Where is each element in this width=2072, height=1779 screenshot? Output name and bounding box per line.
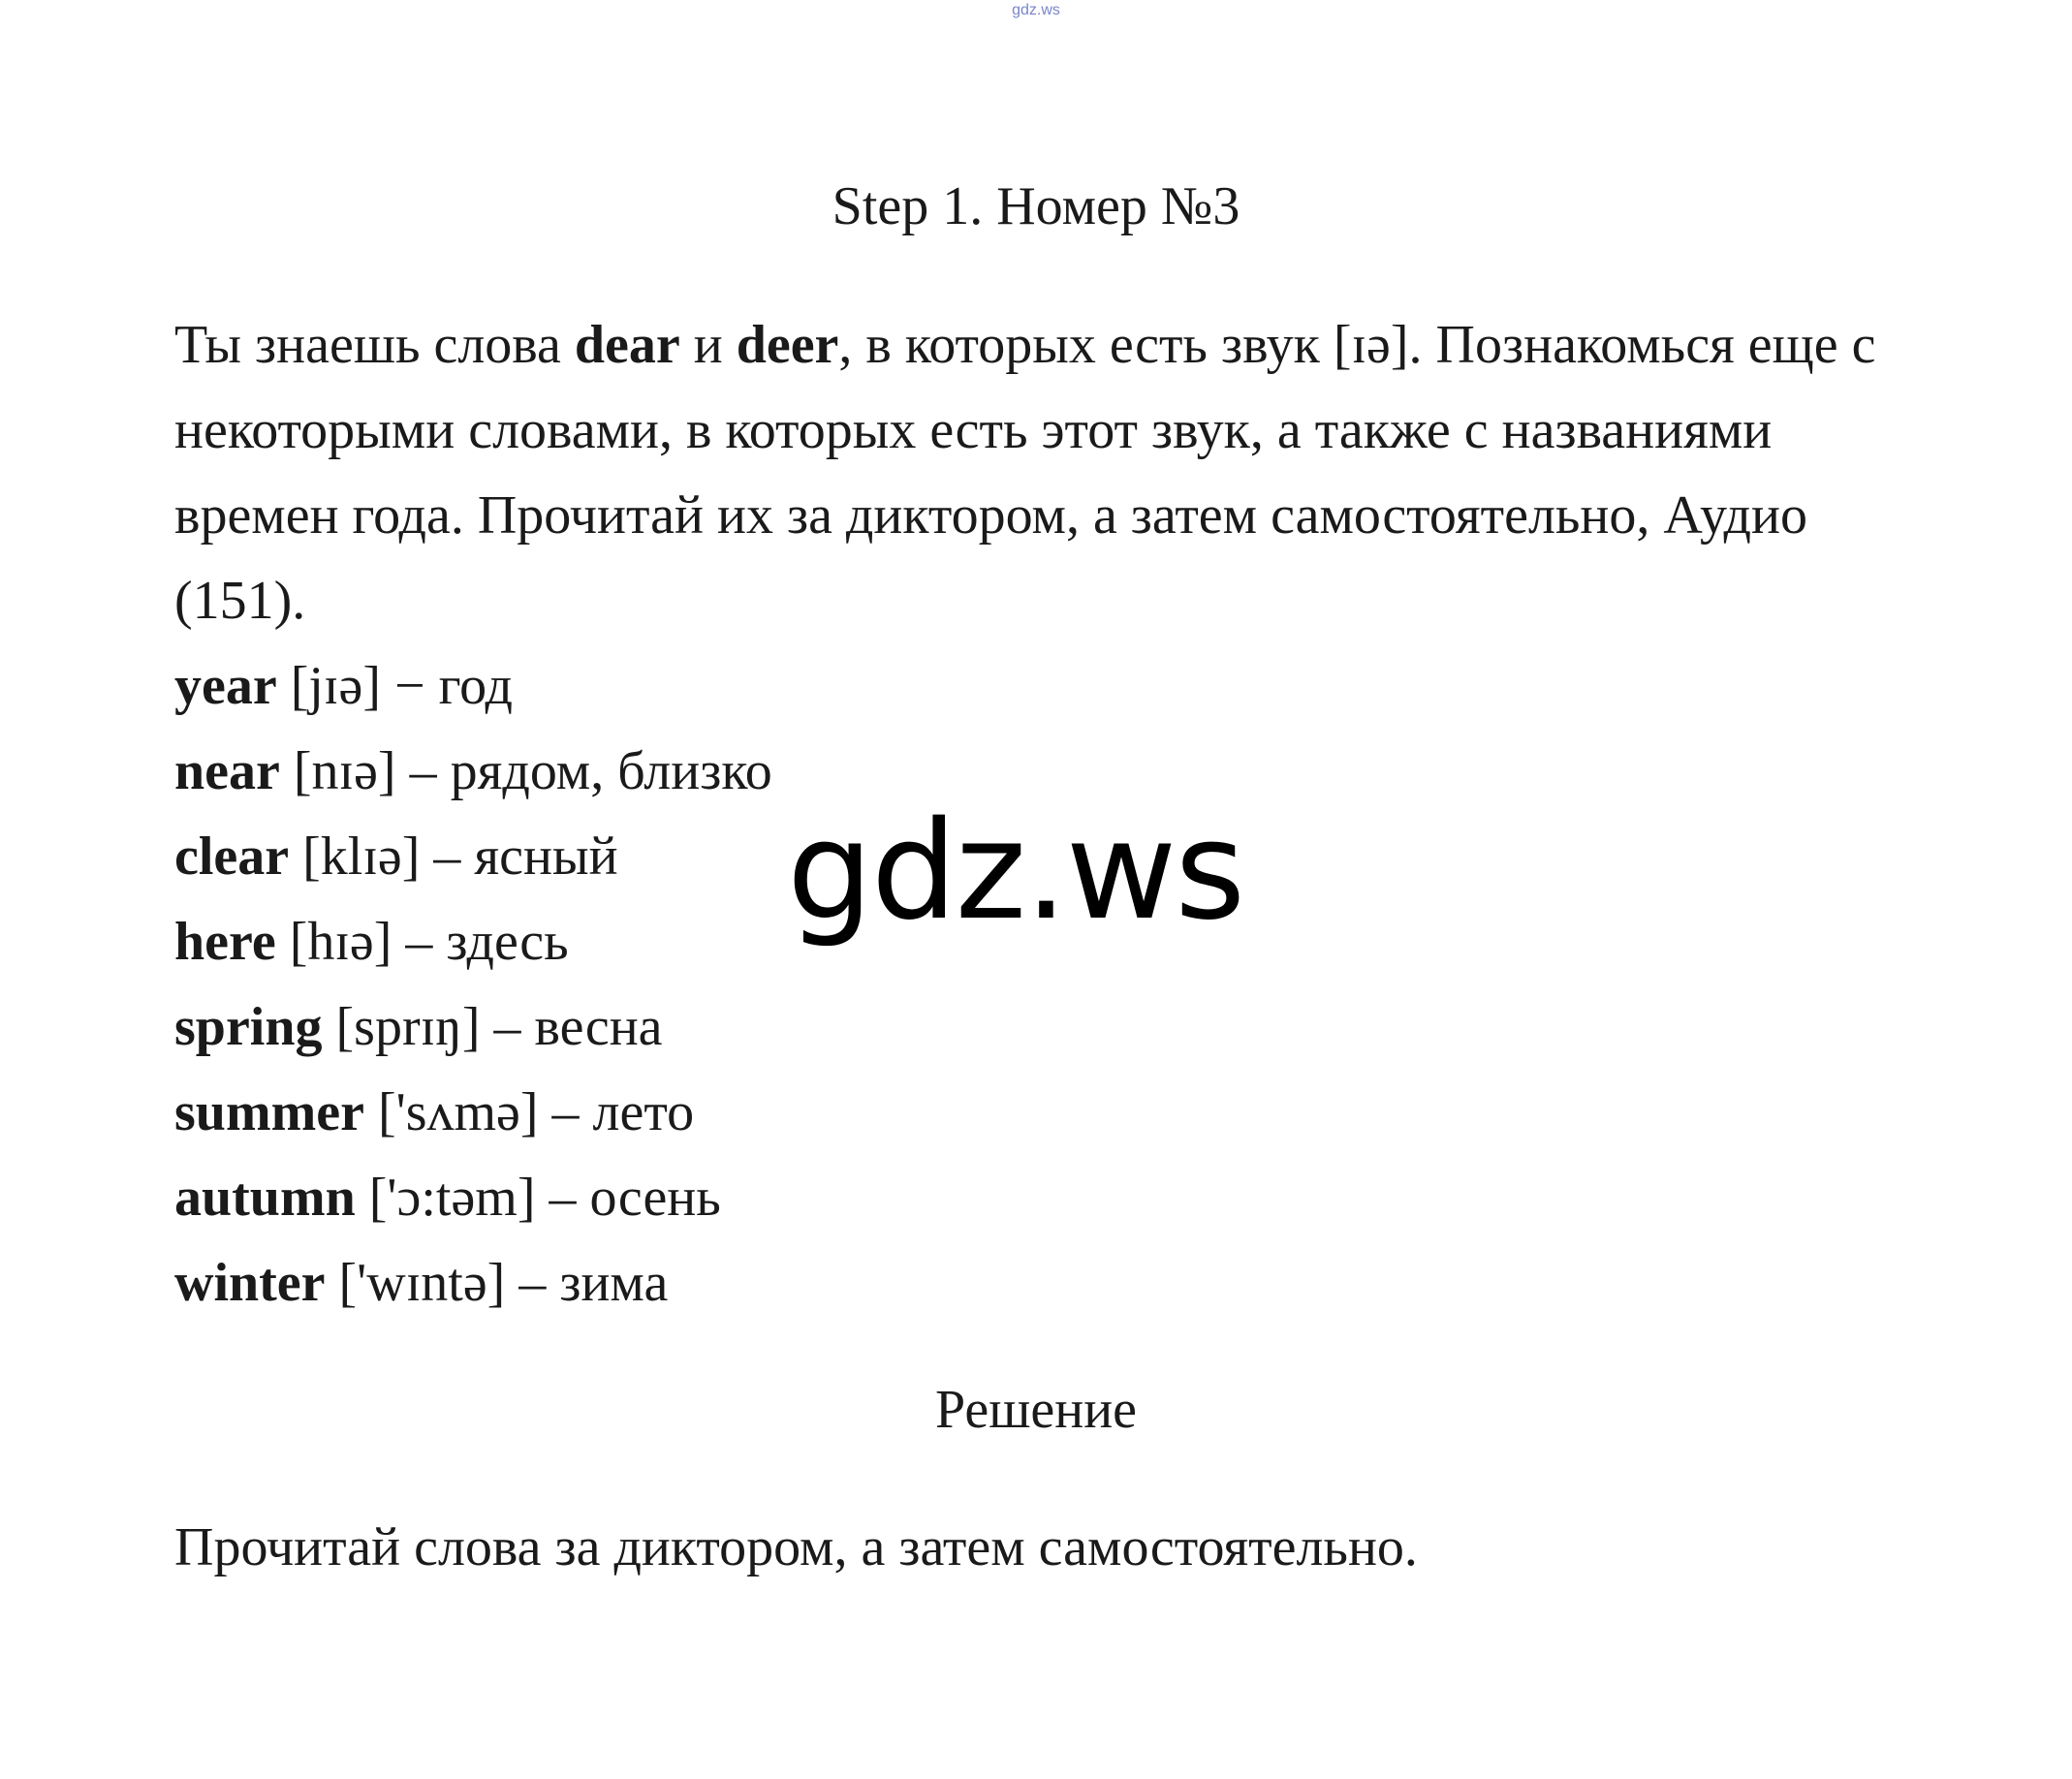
vocab-item [174, 1155, 1337, 1240]
intro-text-1: Ты знаешь слова [174, 315, 575, 375]
vocab-item [174, 1070, 1337, 1155]
intro-text-3: , в которых есть звук [ɪə]. Познакомься еще с некоторыми словами, в которых есть этот звук, а также с названиями времен года. Прочитай их за диктором, а затем самостоятельно, Аудио (151). [174, 315, 1876, 631]
vocab-word: summer [174, 1082, 364, 1142]
vocabulary-list [174, 643, 1337, 1326]
intro-paragraph [174, 302, 1919, 643]
vocab-word: winter [174, 1253, 326, 1313]
vocab-word: here [174, 912, 276, 972]
intro-text-2: и [679, 315, 737, 375]
vocab-word: clear [174, 827, 290, 887]
vocab-word: near [174, 741, 280, 801]
page-title: Step 1. Номер №3 [832, 176, 1240, 236]
solution-text: Прочитай слова за диктором, а затем самостоятельно. [174, 1517, 1418, 1577]
watermark-logo: gdz.ws [787, 793, 1244, 951]
vocab-transcription: ['wɪntə] – зима [325, 1253, 669, 1313]
vocab-transcription: ['ɔ:təm] – осень [355, 1168, 721, 1228]
vocab-word: year [174, 656, 277, 716]
intro-word-deer: deer [736, 315, 839, 375]
solution-heading: Решение [934, 1380, 1138, 1440]
vocab-transcription: ['sʌmə] – лето [363, 1082, 695, 1142]
vocab-item [174, 1240, 1337, 1326]
vocab-word: autumn [174, 1168, 356, 1228]
vocab-transcription: [hɪə] – здесь [275, 912, 569, 972]
vocab-transcription: [nɪə] – рядом, близко [279, 741, 772, 801]
vocab-transcription: [jɪə] − год [276, 656, 514, 716]
vocab-transcription: [klɪə] – ясный [289, 827, 618, 887]
intro-word-dear: dear [574, 315, 680, 375]
vocab-word: spring [174, 997, 323, 1057]
vocab-item [174, 643, 1337, 729]
vocab-item [174, 984, 1337, 1070]
top-watermark: gdz.ws [1012, 2, 1060, 18]
vocab-transcription: [sprɪŋ] – весна [322, 997, 663, 1057]
